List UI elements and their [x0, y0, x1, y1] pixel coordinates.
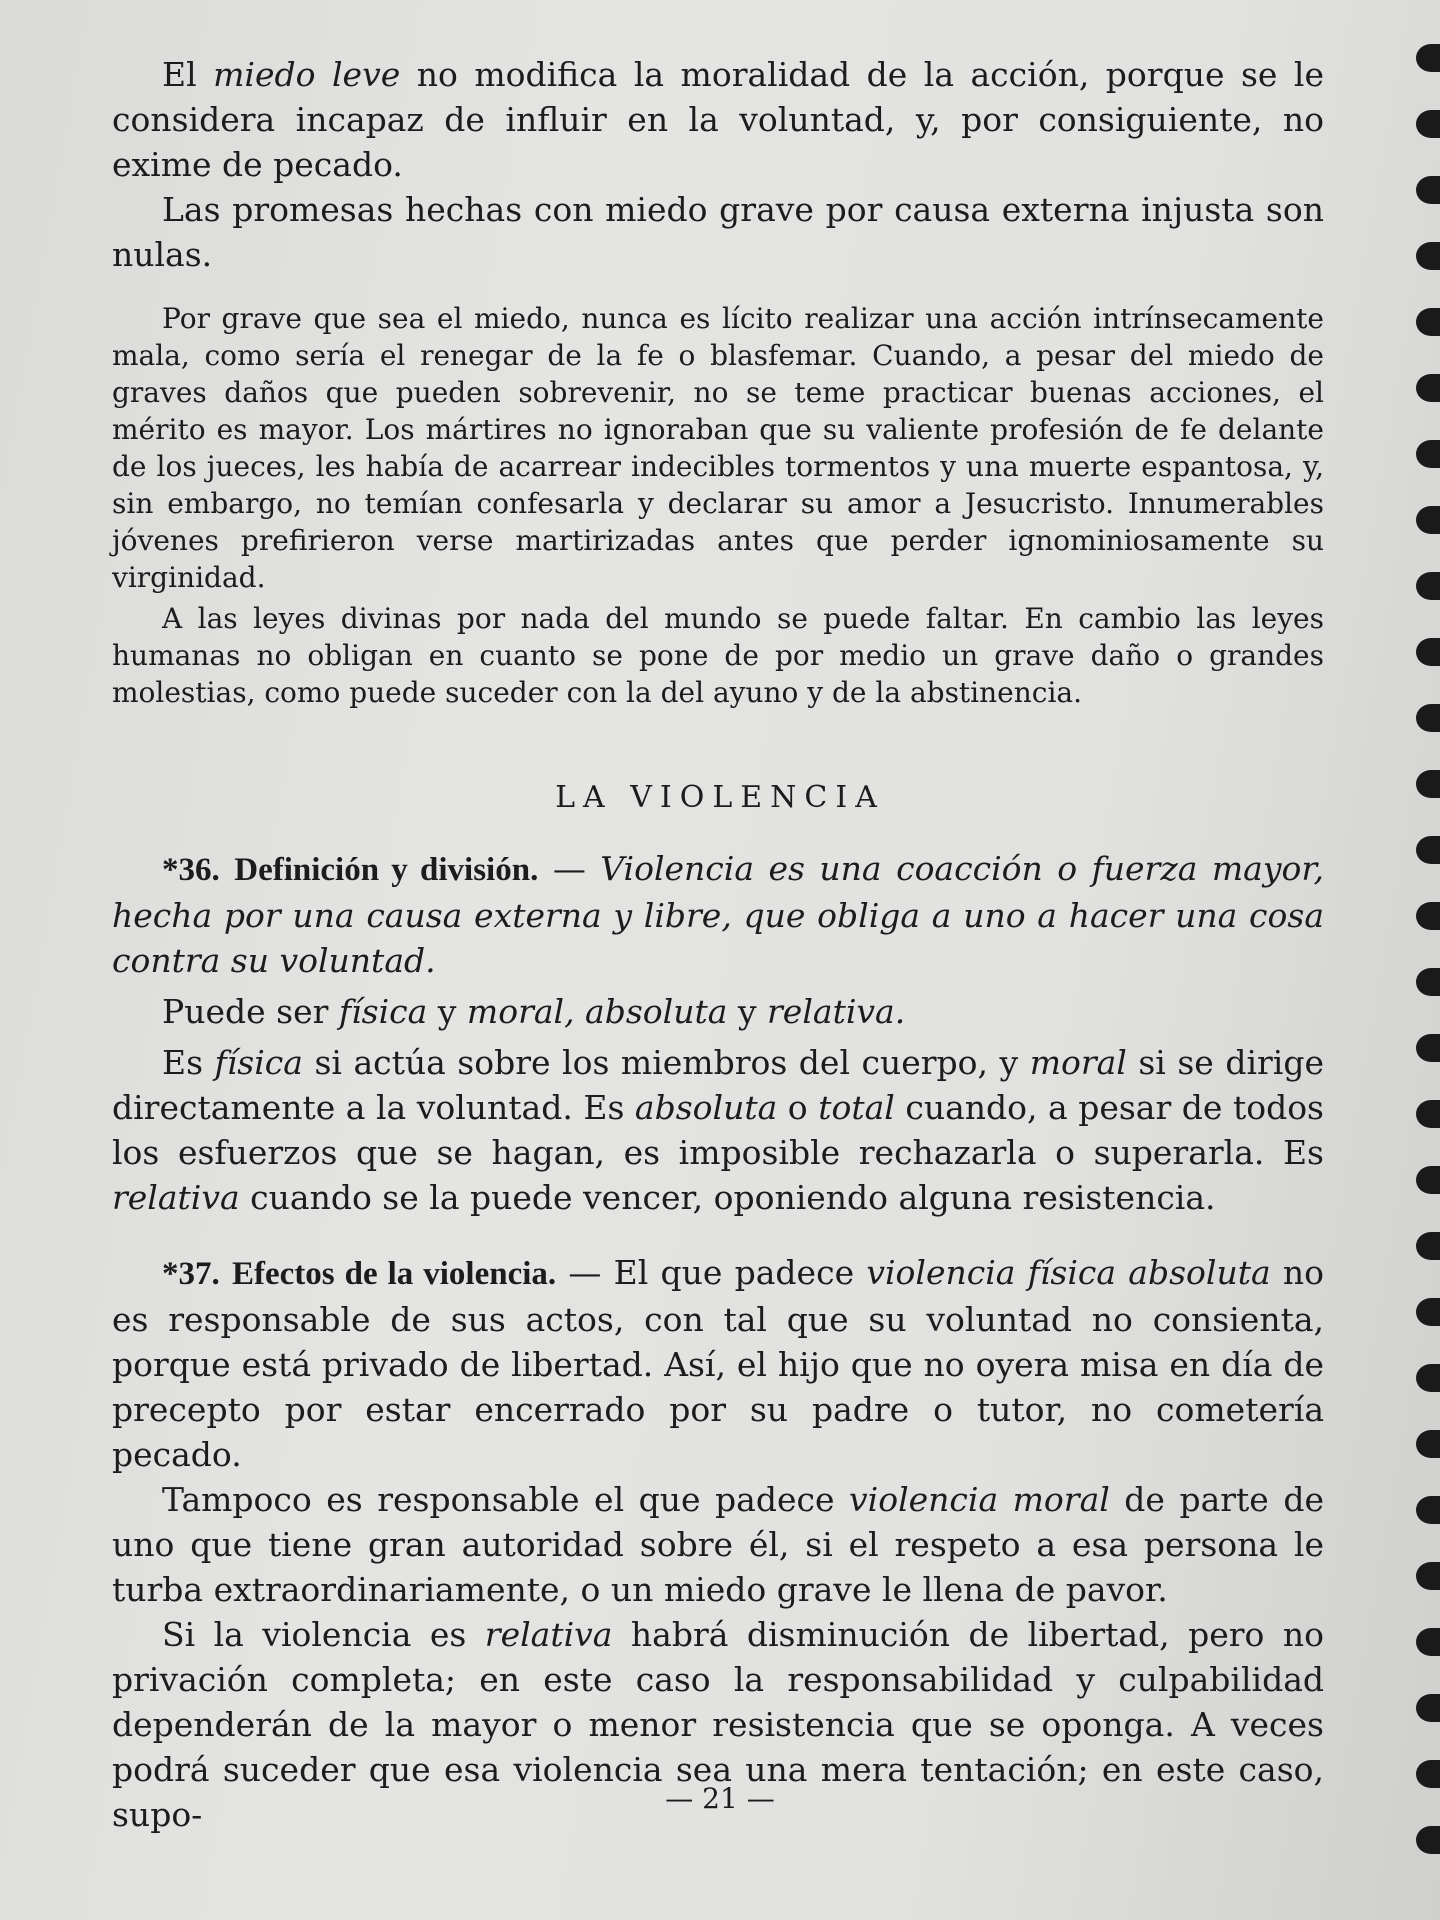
- emphasis: miedo leve: [213, 55, 401, 94]
- item-title: Efectos de la violencia.: [231, 1256, 557, 1292]
- binding-ring: [1416, 44, 1440, 72]
- item-36: [112, 846, 1324, 1220]
- definition-text: Violencia es una coacción o fuerza mayor, hecha por una causa externa y libre, que obliga a uno a hacer una cosa contra su voluntad.: [112, 849, 1324, 980]
- effects-paragraph: *37. Efectos de la violencia. — El que padece violencia física absoluta no es responsable de sus actos, con tal que su voluntad no consienta, porque está privado de libertad. Así, el hijo que no oyera misa en día de precepto por estar encerrado por su padre o tutor, no cometería pecado.: [112, 1253, 1325, 1474]
- binding-ring: [1416, 1034, 1440, 1062]
- binding-ring: [1416, 1166, 1440, 1194]
- paragraph-promesas: Las promesas hechas con miedo grave por causa externa injusta son nulas.: [112, 190, 1324, 274]
- binding-ring: [1416, 1826, 1440, 1854]
- small-paragraphs: [112, 300, 1324, 711]
- item-number: *37.: [162, 1256, 220, 1292]
- item-title: Definición y división.: [234, 852, 539, 888]
- binding-ring: [1416, 506, 1440, 534]
- binding-ring: [1416, 836, 1440, 864]
- binding-ring: [1416, 1100, 1440, 1128]
- section-heading: LA VIOLENCIA: [555, 780, 885, 815]
- definition-paragraph: *36. Definición y división. — Violencia es una coacción o fuerza mayor, hecha por una causa externa y libre, que obliga a uno a hacer una cosa contra su voluntad.: [112, 849, 1324, 980]
- paragraph-leyes-divinas: A las leyes divinas por nada del mundo se puede faltar. En cambio las leyes humanas no obligan en cuanto se pone de por medio un grave daño o grandes molestias, como puede suceder con la del ayuno y de la abstinencia.: [112, 602, 1324, 709]
- page-number: — 21 —: [665, 1782, 775, 1815]
- binding-ring: [1416, 308, 1440, 336]
- binding-ring: [1416, 1496, 1440, 1524]
- top-paragraphs: [112, 52, 1324, 277]
- binding-ring: [1416, 572, 1440, 600]
- binding-ring: [1416, 1430, 1440, 1458]
- binding-ring: [1416, 176, 1440, 204]
- spiral-binding: [1404, 0, 1440, 1920]
- binding-ring: [1416, 704, 1440, 732]
- binding-ring: [1416, 902, 1440, 930]
- binding-ring: [1416, 1628, 1440, 1656]
- binding-ring: [1416, 1364, 1440, 1392]
- paragraph-types-explained: Es física si actúa sobre los miembros del cuerpo, y moral si se dirige directamente a la voluntad. Es absoluta o total cuando, a pesar de todos los esfuerzos que se hagan, es imposible rechazarla o superarla. Es relativa cuando se la puede vencer, oponiendo alguna resistencia.: [112, 1043, 1324, 1217]
- binding-ring: [1416, 1562, 1440, 1590]
- binding-ring: [1416, 1232, 1440, 1260]
- binding-ring: [1416, 440, 1440, 468]
- paragraph-types: Puede ser física y moral, absoluta y relativa.: [162, 992, 906, 1031]
- paragraph-violencia-relativa: Si la violencia es relativa habrá disminución de libertad, pero no privación completa; en este caso la responsabilidad y culpabilidad dependerán de la mayor o menor resistencia que se oponga. A veces podrá suceder que esa violencia sea una mera tentación; en este caso, supo-: [112, 1615, 1324, 1834]
- binding-ring: [1416, 638, 1440, 666]
- binding-ring: [1416, 1694, 1440, 1722]
- paragraph-violencia-moral: Tampoco es responsable el que padece violencia moral de parte de uno que tiene gran autoridad sobre él, si el respeto a esa persona le turba extraordinariamente, o un miedo grave le llena de pavor.: [112, 1480, 1324, 1609]
- binding-ring: [1416, 968, 1440, 996]
- binding-ring: [1416, 1298, 1440, 1326]
- binding-ring: [1416, 242, 1440, 270]
- paragraph-miedo-leve: El miedo leve no modifica la moralidad de la acción, porque se le considera incapaz de influir en la voluntad, y, por consiguiente, no exime de pecado.: [112, 55, 1324, 184]
- paragraph-martires: Por grave que sea el miedo, nunca es lícito realizar una acción intrínsecamente mala, como sería el renegar de la fe o blasfemar. Cuando, a pesar del miedo de graves daños que pueden sobrevenir, no se teme practicar buenas acciones, el mérito es mayor. Los mártires no ignoraban que su valiente profesión de fe delante de los jueces, les había de acarrear indecibles tormentos y una muerte espantosa, y, sin embargo, no temían confesarla y declarar su amor a Jesucristo. Innumerables jóvenes prefirieron verse martirizadas antes que perder ignominiosamente su virginidad.: [112, 302, 1324, 594]
- item-37: [112, 1250, 1324, 1837]
- item-number: *36.: [162, 852, 220, 888]
- binding-ring: [1416, 110, 1440, 138]
- binding-ring: [1416, 374, 1440, 402]
